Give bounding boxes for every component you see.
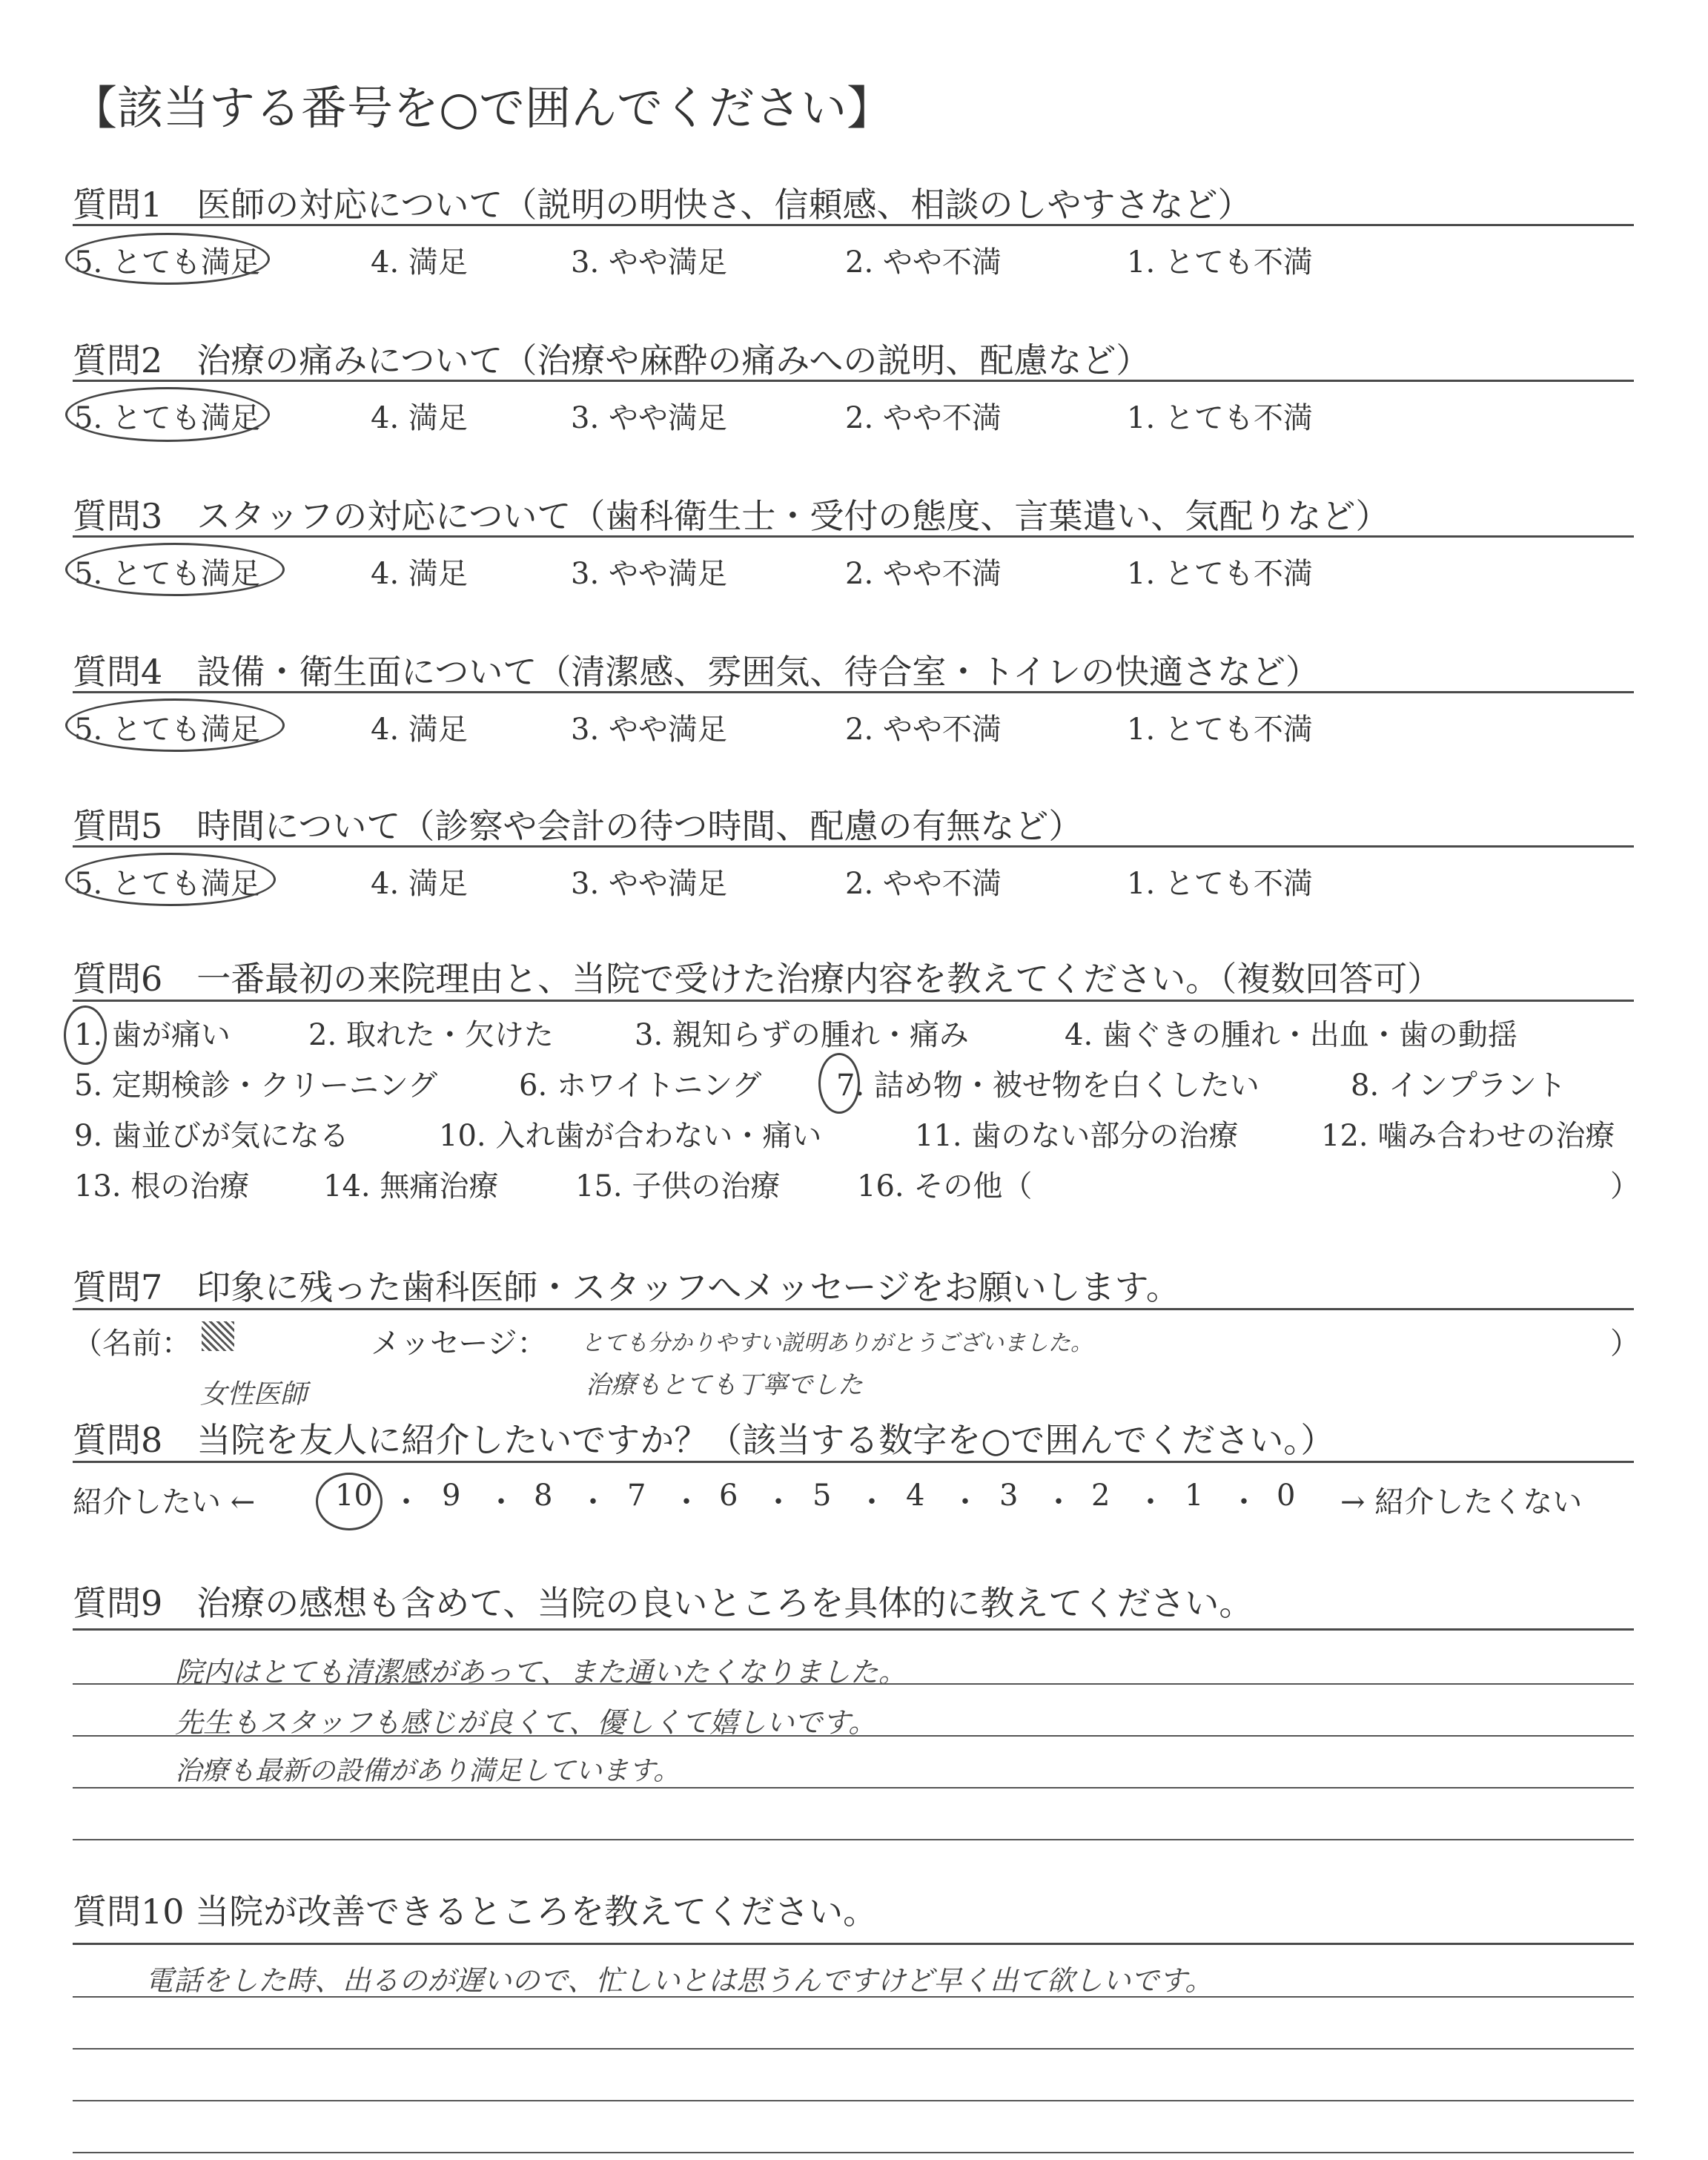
reason-option-12[interactable]: 12. 噛み合わせの治療 bbox=[1321, 1119, 1615, 1153]
divider bbox=[73, 1461, 1634, 1463]
answer-line bbox=[73, 1683, 1634, 1685]
reason-option-5[interactable]: 5. 定期検診・クリーニング bbox=[74, 1069, 438, 1103]
scale-separator: ・ bbox=[1229, 1485, 1259, 1519]
option-5[interactable]: 5. とても満足 bbox=[74, 245, 260, 280]
scale-separator: ・ bbox=[950, 1485, 980, 1519]
option-4[interactable]: 4. 満足 bbox=[371, 867, 468, 901]
scale-7[interactable]: 7 bbox=[627, 1479, 646, 1513]
reason-option-9[interactable]: 9. 歯並びが気になる bbox=[74, 1119, 349, 1153]
reason-option-10[interactable]: 10. 入れ歯が合わない・痛い bbox=[439, 1119, 822, 1153]
answer-line bbox=[73, 2100, 1634, 2101]
option-3[interactable]: 3. やや満足 bbox=[571, 867, 727, 901]
name-label: （名前： bbox=[73, 1327, 191, 1361]
form-title: 【該当する番号を○で囲んでください】 bbox=[71, 81, 893, 135]
scale-3[interactable]: 3 bbox=[999, 1479, 1019, 1513]
divider bbox=[73, 535, 1634, 538]
answer-line bbox=[73, 1787, 1634, 1789]
reason-option-6[interactable]: 6. ホワイトニング bbox=[519, 1069, 762, 1103]
message-label: メッセージ： bbox=[371, 1327, 547, 1361]
reason-option-3[interactable]: 3. 親知らずの腫れ・痛み bbox=[635, 1018, 969, 1052]
option-4[interactable]: 4. 満足 bbox=[371, 401, 468, 435]
option-3[interactable]: 3. やや満足 bbox=[571, 245, 727, 280]
option-3[interactable]: 3. やや満足 bbox=[571, 557, 727, 591]
option-2[interactable]: 2. やや不満 bbox=[845, 713, 1002, 747]
scale-9[interactable]: 9 bbox=[442, 1479, 461, 1513]
selection-circle bbox=[818, 1053, 860, 1114]
option-1[interactable]: 1. とても不満 bbox=[1127, 401, 1313, 435]
option-5[interactable]: 5. とても満足 bbox=[74, 557, 260, 591]
scale-separator: ・ bbox=[486, 1485, 516, 1519]
handwritten-answer-line-1: 電話をした時、出るのが遅いので、忙しいとは思うんですけど早く出て欲しいです。 bbox=[145, 1964, 1214, 1997]
question-label: 質問1 医師の対応について（説明の明快さ、信頼感、相談のしやすさなど） bbox=[73, 185, 1252, 225]
scale-1[interactable]: 1 bbox=[1185, 1479, 1204, 1513]
divider bbox=[73, 1943, 1634, 1945]
scale-separator: ・ bbox=[391, 1485, 421, 1519]
question-label: 質問3 スタッフの対応について（歯科衛生士・受付の態度、言葉遣い、気配りなど） bbox=[73, 496, 1390, 536]
reason-option-14[interactable]: 14. 無痛治療 bbox=[323, 1169, 499, 1203]
option-5[interactable]: 5. とても満足 bbox=[74, 401, 260, 435]
question-label: 質問9 治療の感想も含めて、当院の良いところを具体的に教えてください。 bbox=[73, 1583, 1254, 1623]
selection-circle bbox=[316, 1473, 383, 1530]
reason-option-13[interactable]: 13. 根の治療 bbox=[74, 1169, 250, 1203]
answer-line bbox=[73, 1996, 1634, 1998]
divider bbox=[73, 224, 1634, 226]
option-1[interactable]: 1. とても不満 bbox=[1127, 557, 1313, 591]
question-label: 質問7 印象に残った歯科医師・スタッフへメッセージをお願いします。 bbox=[73, 1267, 1180, 1307]
selection-circle bbox=[65, 233, 270, 285]
scale-0[interactable]: 0 bbox=[1277, 1479, 1296, 1513]
selection-circle bbox=[65, 698, 285, 752]
scale-6[interactable]: 6 bbox=[719, 1479, 738, 1513]
option-2[interactable]: 2. やや不満 bbox=[845, 867, 1002, 901]
scale-separator: ・ bbox=[857, 1485, 887, 1519]
question-label: 質問6 一番最初の来院理由と、当院で受けた治療内容を教えてください。（複数回答可） bbox=[73, 959, 1442, 999]
selection-circle bbox=[65, 543, 285, 596]
handwritten-answer-line-1: 院内はとても清潔感があって、また通いたくなりました。 bbox=[175, 1656, 907, 1688]
option-1[interactable]: 1. とても不満 bbox=[1127, 245, 1313, 280]
reason-option-15[interactable]: 15. 子供の治療 bbox=[575, 1169, 781, 1203]
divider bbox=[73, 845, 1634, 848]
handwritten-answer-line-3: 治療も最新の設備があり満足しています。 bbox=[175, 1756, 681, 1786]
answer-line bbox=[73, 2048, 1634, 2050]
reason-option-2[interactable]: 2. 取れた・欠けた bbox=[308, 1018, 554, 1052]
question-label: 質問4 設備・衛生面について（清潔感、雰囲気、待合室・トイレの快適さなど） bbox=[73, 652, 1320, 692]
option-1[interactable]: 1. とても不満 bbox=[1127, 867, 1313, 901]
option-2[interactable]: 2. やや不満 bbox=[845, 557, 1002, 591]
question-label: 質問5 時間について（診察や会計の待つ時間、配慮の有無など） bbox=[73, 806, 1083, 846]
scale-right-label: → 紹介したくない bbox=[1340, 1485, 1583, 1519]
handwritten-name: 女性医師 bbox=[200, 1379, 308, 1410]
reason-option-8[interactable]: 8. インプラント bbox=[1351, 1069, 1566, 1103]
handwritten-message-line-2: 治療もとても丁寧でした bbox=[586, 1370, 863, 1400]
question-label: 質問2 治療の痛みについて（治療や麻酔の痛みへの説明、配慮など） bbox=[73, 340, 1151, 380]
scale-10[interactable]: 10 bbox=[335, 1479, 373, 1513]
divider bbox=[73, 1308, 1634, 1310]
reason-option-4[interactable]: 4. 歯ぐきの腫れ・出血・歯の動揺 bbox=[1065, 1018, 1517, 1052]
scale-separator: ・ bbox=[764, 1485, 793, 1519]
option-2[interactable]: 2. やや不満 bbox=[845, 245, 1002, 280]
redacted-name-scribble bbox=[202, 1321, 234, 1351]
selection-circle bbox=[64, 1005, 107, 1065]
handwritten-message-line-1: とても分かりやすい説明ありがとうございました。 bbox=[581, 1330, 1093, 1356]
selection-circle bbox=[65, 387, 270, 442]
option-4[interactable]: 4. 満足 bbox=[371, 713, 468, 747]
scale-separator: ・ bbox=[672, 1485, 701, 1519]
divider bbox=[73, 380, 1634, 382]
scale-2[interactable]: 2 bbox=[1091, 1479, 1110, 1513]
question-label: 質問10 当院が改善できるところを教えてください。 bbox=[73, 1892, 878, 1932]
option-1[interactable]: 1. とても不満 bbox=[1127, 713, 1313, 747]
scale-8[interactable]: 8 bbox=[534, 1479, 553, 1513]
option-5[interactable]: 5. とても満足 bbox=[74, 713, 260, 747]
option-2[interactable]: 2. やや不満 bbox=[845, 401, 1002, 435]
option-5[interactable]: 5. とても満足 bbox=[74, 867, 260, 901]
other-close-paren: ） bbox=[1610, 1169, 1640, 1203]
scale-separator: ・ bbox=[1136, 1485, 1165, 1519]
reason-option-11[interactable]: 11. 歯のない部分の治療 bbox=[915, 1119, 1239, 1153]
selection-circle bbox=[65, 853, 276, 906]
divider bbox=[73, 1628, 1634, 1631]
option-4[interactable]: 4. 満足 bbox=[371, 245, 468, 280]
divider bbox=[73, 1000, 1634, 1002]
answer-line bbox=[73, 2152, 1634, 2153]
question-label: 質問8 当院を友人に紹介したいですか？（該当する数字を○で囲んでください。） bbox=[73, 1420, 1335, 1460]
scale-5[interactable]: 5 bbox=[812, 1479, 832, 1513]
handwritten-answer-line-2: 先生もスタッフも感じが良くて、優しくて嬉しいです。 bbox=[175, 1706, 877, 1739]
divider bbox=[73, 691, 1634, 693]
scale-left-label: 紹介したい ← bbox=[73, 1485, 256, 1519]
reason-option-16[interactable]: 16. その他（ bbox=[857, 1169, 1033, 1203]
reason-option-7[interactable]: 7. 詰め物・被せ物を白くしたい bbox=[836, 1069, 1260, 1103]
answer-line bbox=[73, 1735, 1634, 1737]
scale-separator: ・ bbox=[578, 1485, 608, 1519]
option-3[interactable]: 3. やや満足 bbox=[571, 401, 727, 435]
message-close-paren: ） bbox=[1610, 1327, 1640, 1361]
option-4[interactable]: 4. 満足 bbox=[371, 557, 468, 591]
answer-line bbox=[73, 1839, 1634, 1840]
reason-option-1[interactable]: 1. 歯が痛い bbox=[74, 1018, 231, 1052]
option-3[interactable]: 3. やや満足 bbox=[571, 713, 727, 747]
scale-4[interactable]: 4 bbox=[906, 1479, 925, 1513]
scale-separator: ・ bbox=[1044, 1485, 1073, 1519]
